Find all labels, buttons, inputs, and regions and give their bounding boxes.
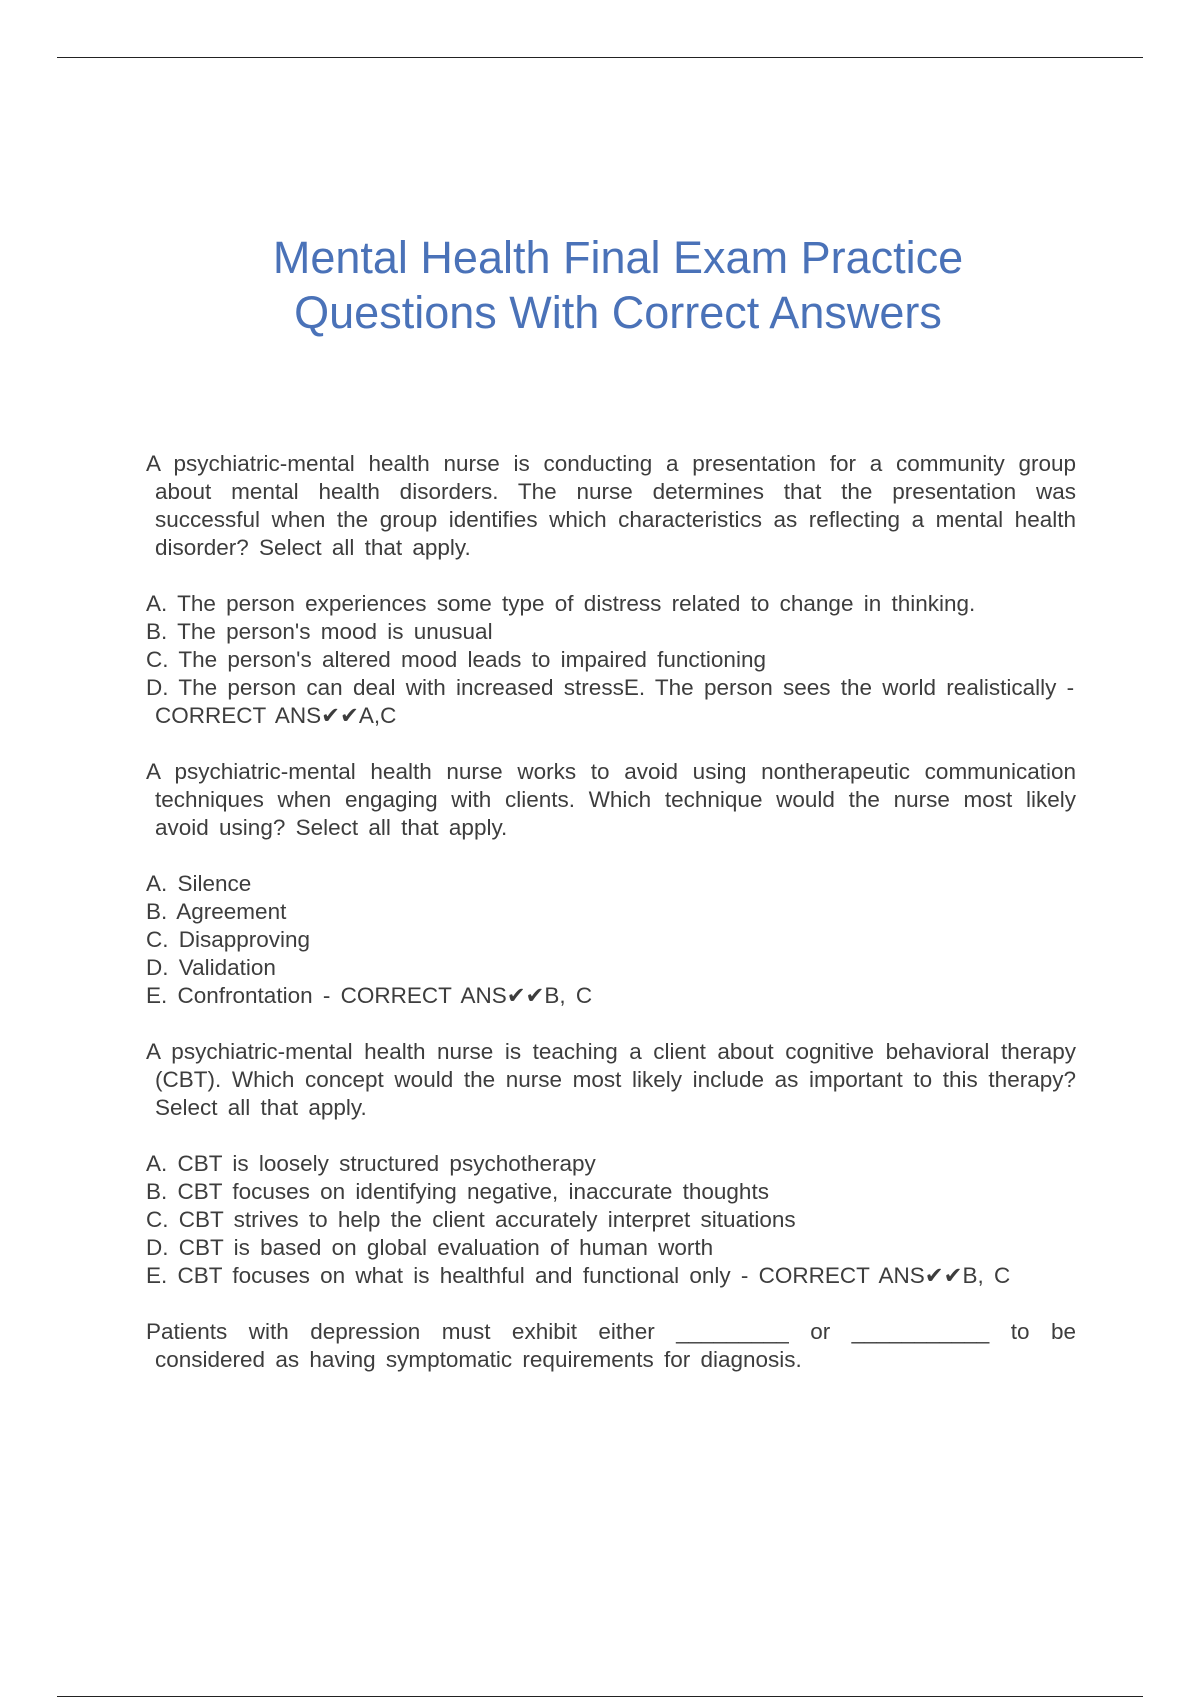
option-item: C. Disapproving [146,927,311,952]
question-2 [146,758,1076,842]
option-item: A. Silence [146,871,252,896]
questions-body [146,450,1076,1402]
bottom-rule [57,1696,1143,1697]
top-rule [57,57,1143,58]
option-item-with-answer: D. The person can deal with increased stressE. The person sees the world realistically - CORRECT ANS✔✔A,C [146,675,1075,728]
question-text: Patients with depression must exhibit either _________ or ___________ to be considered as having symptomatic requirements for diagnosis. [146,1319,1076,1372]
question-text: A psychiatric-mental health nurse works to avoid using nontherapeutic communication techniques when engaging with clients. Which technique would the nurse most likely avoid using? Select all that apply. [146,759,1076,840]
options-list [146,870,1076,1010]
option-item-with-answer: E. CBT focuses on what is healthful and functional only - CORRECT ANS✔✔B, C [146,1263,1011,1288]
title-line-1: Mental Health Final Exam Practice [272,232,964,284]
option-item: C. CBT strives to help the client accurately interpret situations [146,1207,796,1232]
question-text: A psychiatric-mental health nurse is conducting a presentation for a community group about mental health disorders. The nurse determines that the presentation was successful when the group identifies which characteristics as reflecting a mental health disorder? Select all that apply. [146,451,1076,560]
question-text: A psychiatric-mental health nurse is teaching a client about cognitive behavioral therapy (CBT). Which concept would the nurse most likely include as important to this therapy? Select all that apply. [146,1039,1076,1120]
title-line-2: Questions With Correct Answers [294,287,942,339]
option-item: A. CBT is loosely structured psychotherapy [146,1151,596,1176]
question-4 [146,1318,1076,1374]
options-list [146,590,1076,730]
question-3 [146,1038,1076,1122]
document-title [0,230,1200,340]
option-item: D. CBT is based on global evaluation of human worth [146,1235,714,1260]
option-item: A. The person experiences some type of distress related to change in thinking. [146,591,976,616]
question-1 [146,450,1076,562]
option-item: B. The person's mood is unusual [146,619,493,644]
option-item: D. Validation [146,955,276,980]
options-list [146,1150,1076,1290]
option-item-with-answer: E. Confrontation - CORRECT ANS✔✔B, C [146,983,593,1008]
option-item: B. Agreement [146,899,287,924]
option-item: C. The person's altered mood leads to impaired functioning [146,647,766,672]
option-item: B. CBT focuses on identifying negative, inaccurate thoughts [146,1179,769,1204]
